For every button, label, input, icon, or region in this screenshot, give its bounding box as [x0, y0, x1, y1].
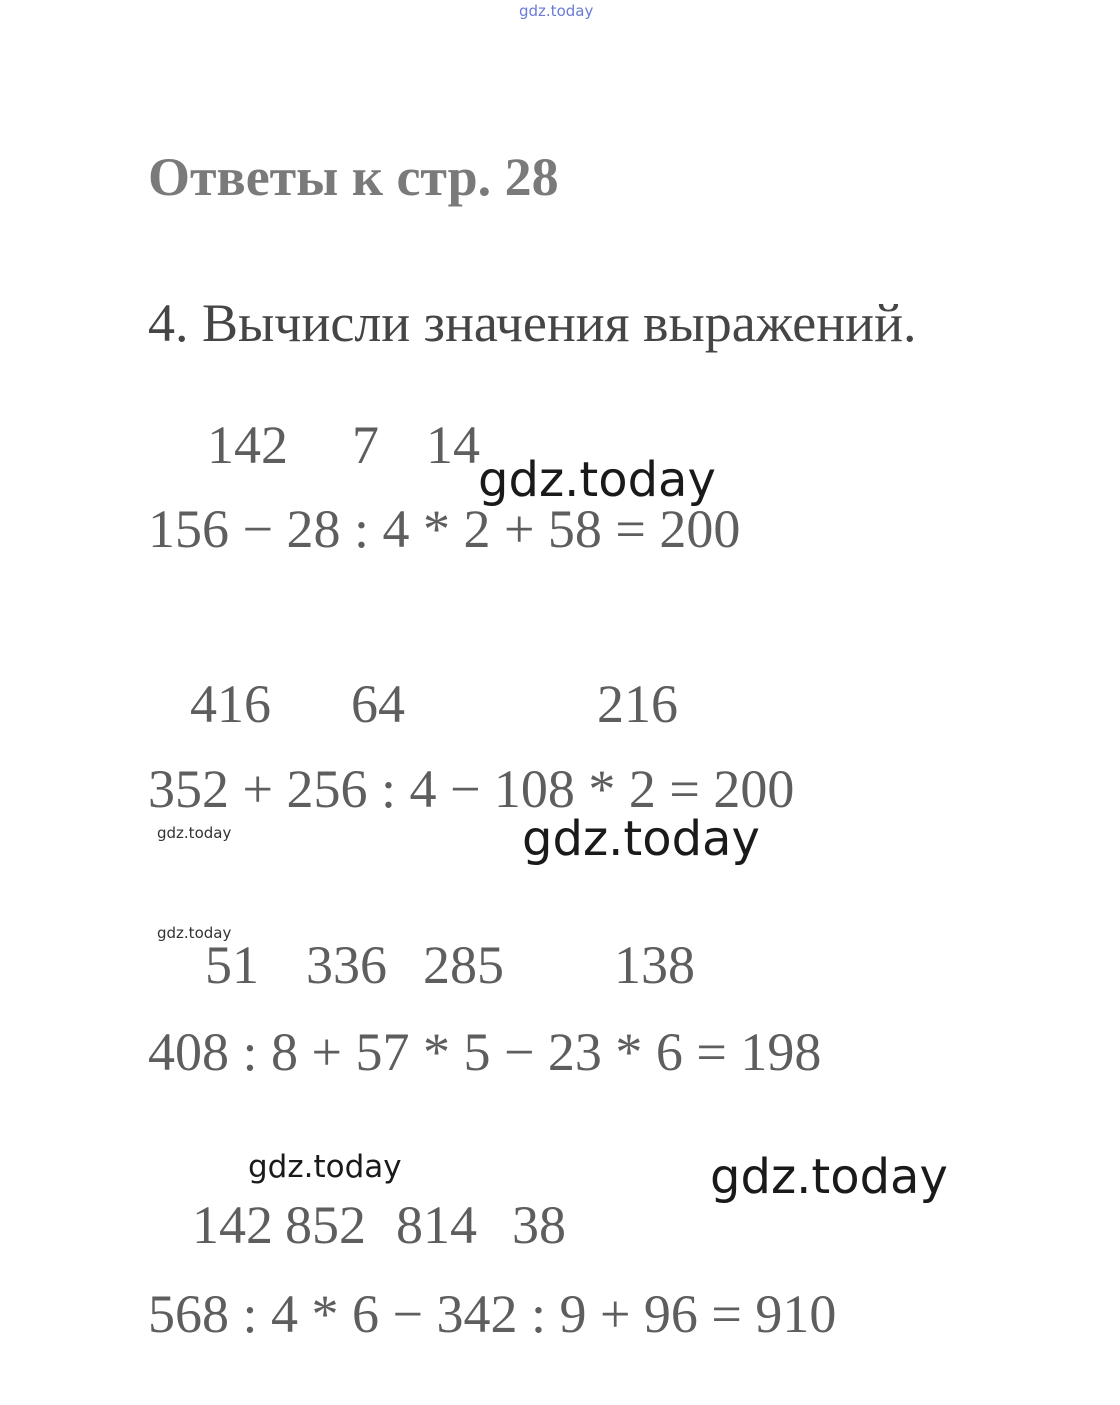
intermediate-result: 14 — [426, 415, 480, 475]
page-heading: Ответы к стр. 28 — [148, 147, 559, 207]
intermediate-result: 814 — [396, 1195, 477, 1255]
expression: 568 : 4 * 6 − 342 : 9 + 96 = 910 — [148, 1284, 837, 1344]
watermark: gdz.today — [157, 824, 232, 842]
watermark-top: gdz.today — [519, 2, 594, 20]
intermediate-result: 142 — [207, 415, 288, 475]
intermediate-result: 7 — [352, 415, 379, 475]
intermediate-result: 852 — [285, 1195, 366, 1255]
watermark: gdz.today — [478, 452, 716, 508]
intermediate-result: 38 — [512, 1195, 566, 1255]
intermediate-result: 416 — [190, 674, 271, 734]
watermark: gdz.today — [710, 1149, 948, 1205]
intermediate-result: 64 — [351, 674, 405, 734]
watermark: gdz.today — [248, 1149, 402, 1185]
intermediate-result: 336 — [306, 935, 387, 995]
intermediate-result: 216 — [597, 674, 678, 734]
task-title: 4. Вычисли значения выражений. — [148, 293, 917, 353]
watermark: gdz.today — [522, 811, 760, 867]
intermediate-result: 138 — [614, 935, 695, 995]
intermediate-result: 142 — [192, 1195, 273, 1255]
expression: 408 : 8 + 57 * 5 − 23 * 6 = 198 — [148, 1022, 822, 1082]
intermediate-result: 51 — [205, 935, 259, 995]
watermark: gdz.today — [157, 924, 232, 942]
expression: 352 + 256 : 4 − 108 * 2 = 200 — [148, 759, 795, 819]
intermediate-result: 285 — [423, 935, 504, 995]
expression: 156 − 28 : 4 * 2 + 58 = 200 — [148, 499, 741, 559]
